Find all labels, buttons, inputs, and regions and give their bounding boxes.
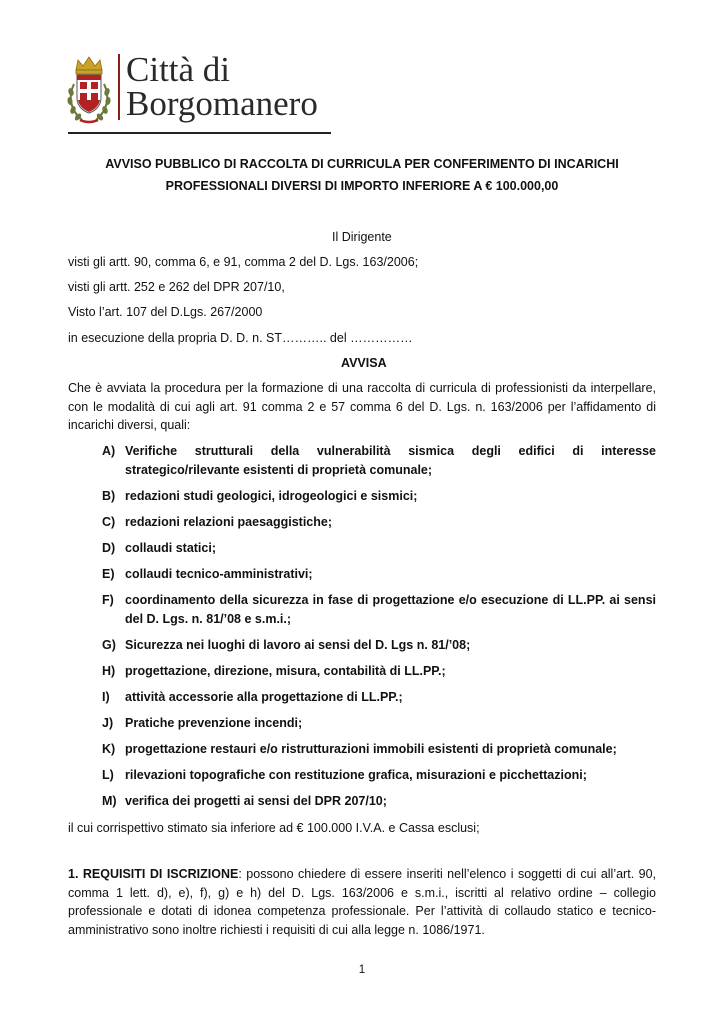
document-title-line1: AVVISO PUBBLICO DI RACCOLTA DI CURRICULA PER CONFERIMENTO DI INCARICHI (105, 157, 619, 171)
premise-line: Visto l’art. 107 del D.Lgs. 267/2000 (68, 305, 263, 319)
list-item (102, 766, 656, 785)
logo-text-line1: Città di (126, 50, 231, 89)
page-number: 1 (358, 964, 366, 976)
list-item-text: collaudi tecnico-amministrativi; (125, 567, 313, 581)
list-item (102, 714, 656, 733)
list-item (102, 565, 656, 584)
list-item (102, 539, 656, 558)
section1-heading: 1. REQUISITI DI ISCRIZIONE (68, 867, 239, 881)
list-item-letter: L) (102, 768, 114, 782)
list-item (102, 442, 656, 479)
list-item-letter: C) (102, 515, 116, 529)
list-item (102, 688, 656, 707)
list-item (102, 591, 656, 628)
list-item-text: Verifiche strutturali della vulnerabilità sismica degli edifici di interesse strategico/rilevante esistenti di proprietà comunale; (125, 444, 656, 477)
list-item-letter: E) (102, 567, 115, 581)
closing-line: il cui corrispettivo stimato sia inferiore ad € 100.000 I.V.A. e Cassa esclusi; (68, 821, 480, 835)
list-item-letter: I) (102, 690, 110, 704)
list-item-text: attività accessorie alla progettazione di LL.PP.; (125, 690, 403, 704)
list-item (102, 662, 656, 681)
list-item-letter: J) (102, 716, 114, 730)
logo-text-line2: Borgomanero (126, 84, 318, 123)
list-item-text: Pratiche prevenzione incendi; (125, 716, 303, 730)
list-item-text: collaudi statici; (125, 541, 216, 555)
list-item-text: Sicurezza nei luoghi di lavoro ai sensi del D. Lgs n. 81/’08; (125, 638, 471, 652)
list-item (102, 487, 656, 506)
list-item-text: verifica dei progetti ai sensi del DPR 207/10; (125, 794, 387, 808)
document-title-line2: PROFESSIONALI DIVERSI DI IMPORTO INFERIORE A € 100.000,00 (165, 179, 559, 193)
premise-line: visti gli artt. 252 e 262 del DPR 207/10, (68, 280, 285, 294)
list-item-text: redazioni studi geologici, idrogeologici e sismici; (125, 489, 418, 503)
avvisa-heading: AVVISA (341, 356, 387, 370)
logo-divider (118, 54, 120, 120)
premise-line: visti gli artt. 90, comma 6, e 91, comma 2 del D. Lgs. 163/2006; (68, 255, 419, 269)
intro-paragraph: Che è avviata la procedura per la formazione di una raccolta di curricula di professionisti da interpellare, con le modalità di cui agli art. 91 comma 2 e 57 comma 6 del D. Lgs. n. 163/2006 per l’affidamento di incarichi diversi, quali: (68, 381, 656, 433)
premise-line: in esecuzione della propria D. D. n. ST……….. del …………… (68, 331, 413, 345)
list-item-text: redazioni relazioni paesaggistiche; (125, 515, 333, 529)
list-item-letter: K) (102, 742, 116, 756)
list-item-text: coordinamento della sicurezza in fase di progettazione e/o esecuzione di LL.PP. ai sensi del D. Lgs. n. 81/’08 e s.m.i.; (125, 593, 656, 626)
list-item-letter: F) (102, 593, 114, 607)
municipal-crest-icon (66, 54, 112, 126)
list-item (102, 740, 656, 759)
list-item (102, 792, 656, 811)
dirigente-label: Il Dirigente (332, 230, 392, 244)
header-rule (68, 132, 331, 134)
list-item-text: rilevazioni topografiche con restituzione grafica, misurazioni e picchettazioni; (125, 768, 587, 782)
list-item-text: progettazione restauri e/o ristrutturazioni immobili esistenti di proprietà comunale; (125, 742, 617, 756)
list-item-letter: H) (102, 664, 116, 678)
list-item-letter: B) (102, 489, 116, 503)
list-item-letter: D) (102, 541, 116, 555)
section1-paragraph (68, 865, 656, 939)
list-item-letter: G) (102, 638, 116, 652)
list-item-letter: A) (102, 444, 116, 458)
section1-text: : possono chiedere di essere inseriti nell’elenco i soggetti di cui all’art. 90, comma 1 lett. d), e), f), g) e h) del D. Lgs. 163/2006 e s.m.i., iscritti al relativo ordine – collegio professionale e dotati di idonea competenza professionale. Per l’attività di collaudo statico e tecnico-amministrativo sono inoltre richiesti i requisiti di cui alla legge n. 1086/1971. (68, 867, 657, 937)
city-logo (66, 52, 336, 136)
list-item-letter: M) (102, 794, 117, 808)
list-item (102, 513, 656, 532)
list-item-text: progettazione, direzione, misura, contabilità di LL.PP.; (125, 664, 446, 678)
list-item (102, 636, 656, 655)
